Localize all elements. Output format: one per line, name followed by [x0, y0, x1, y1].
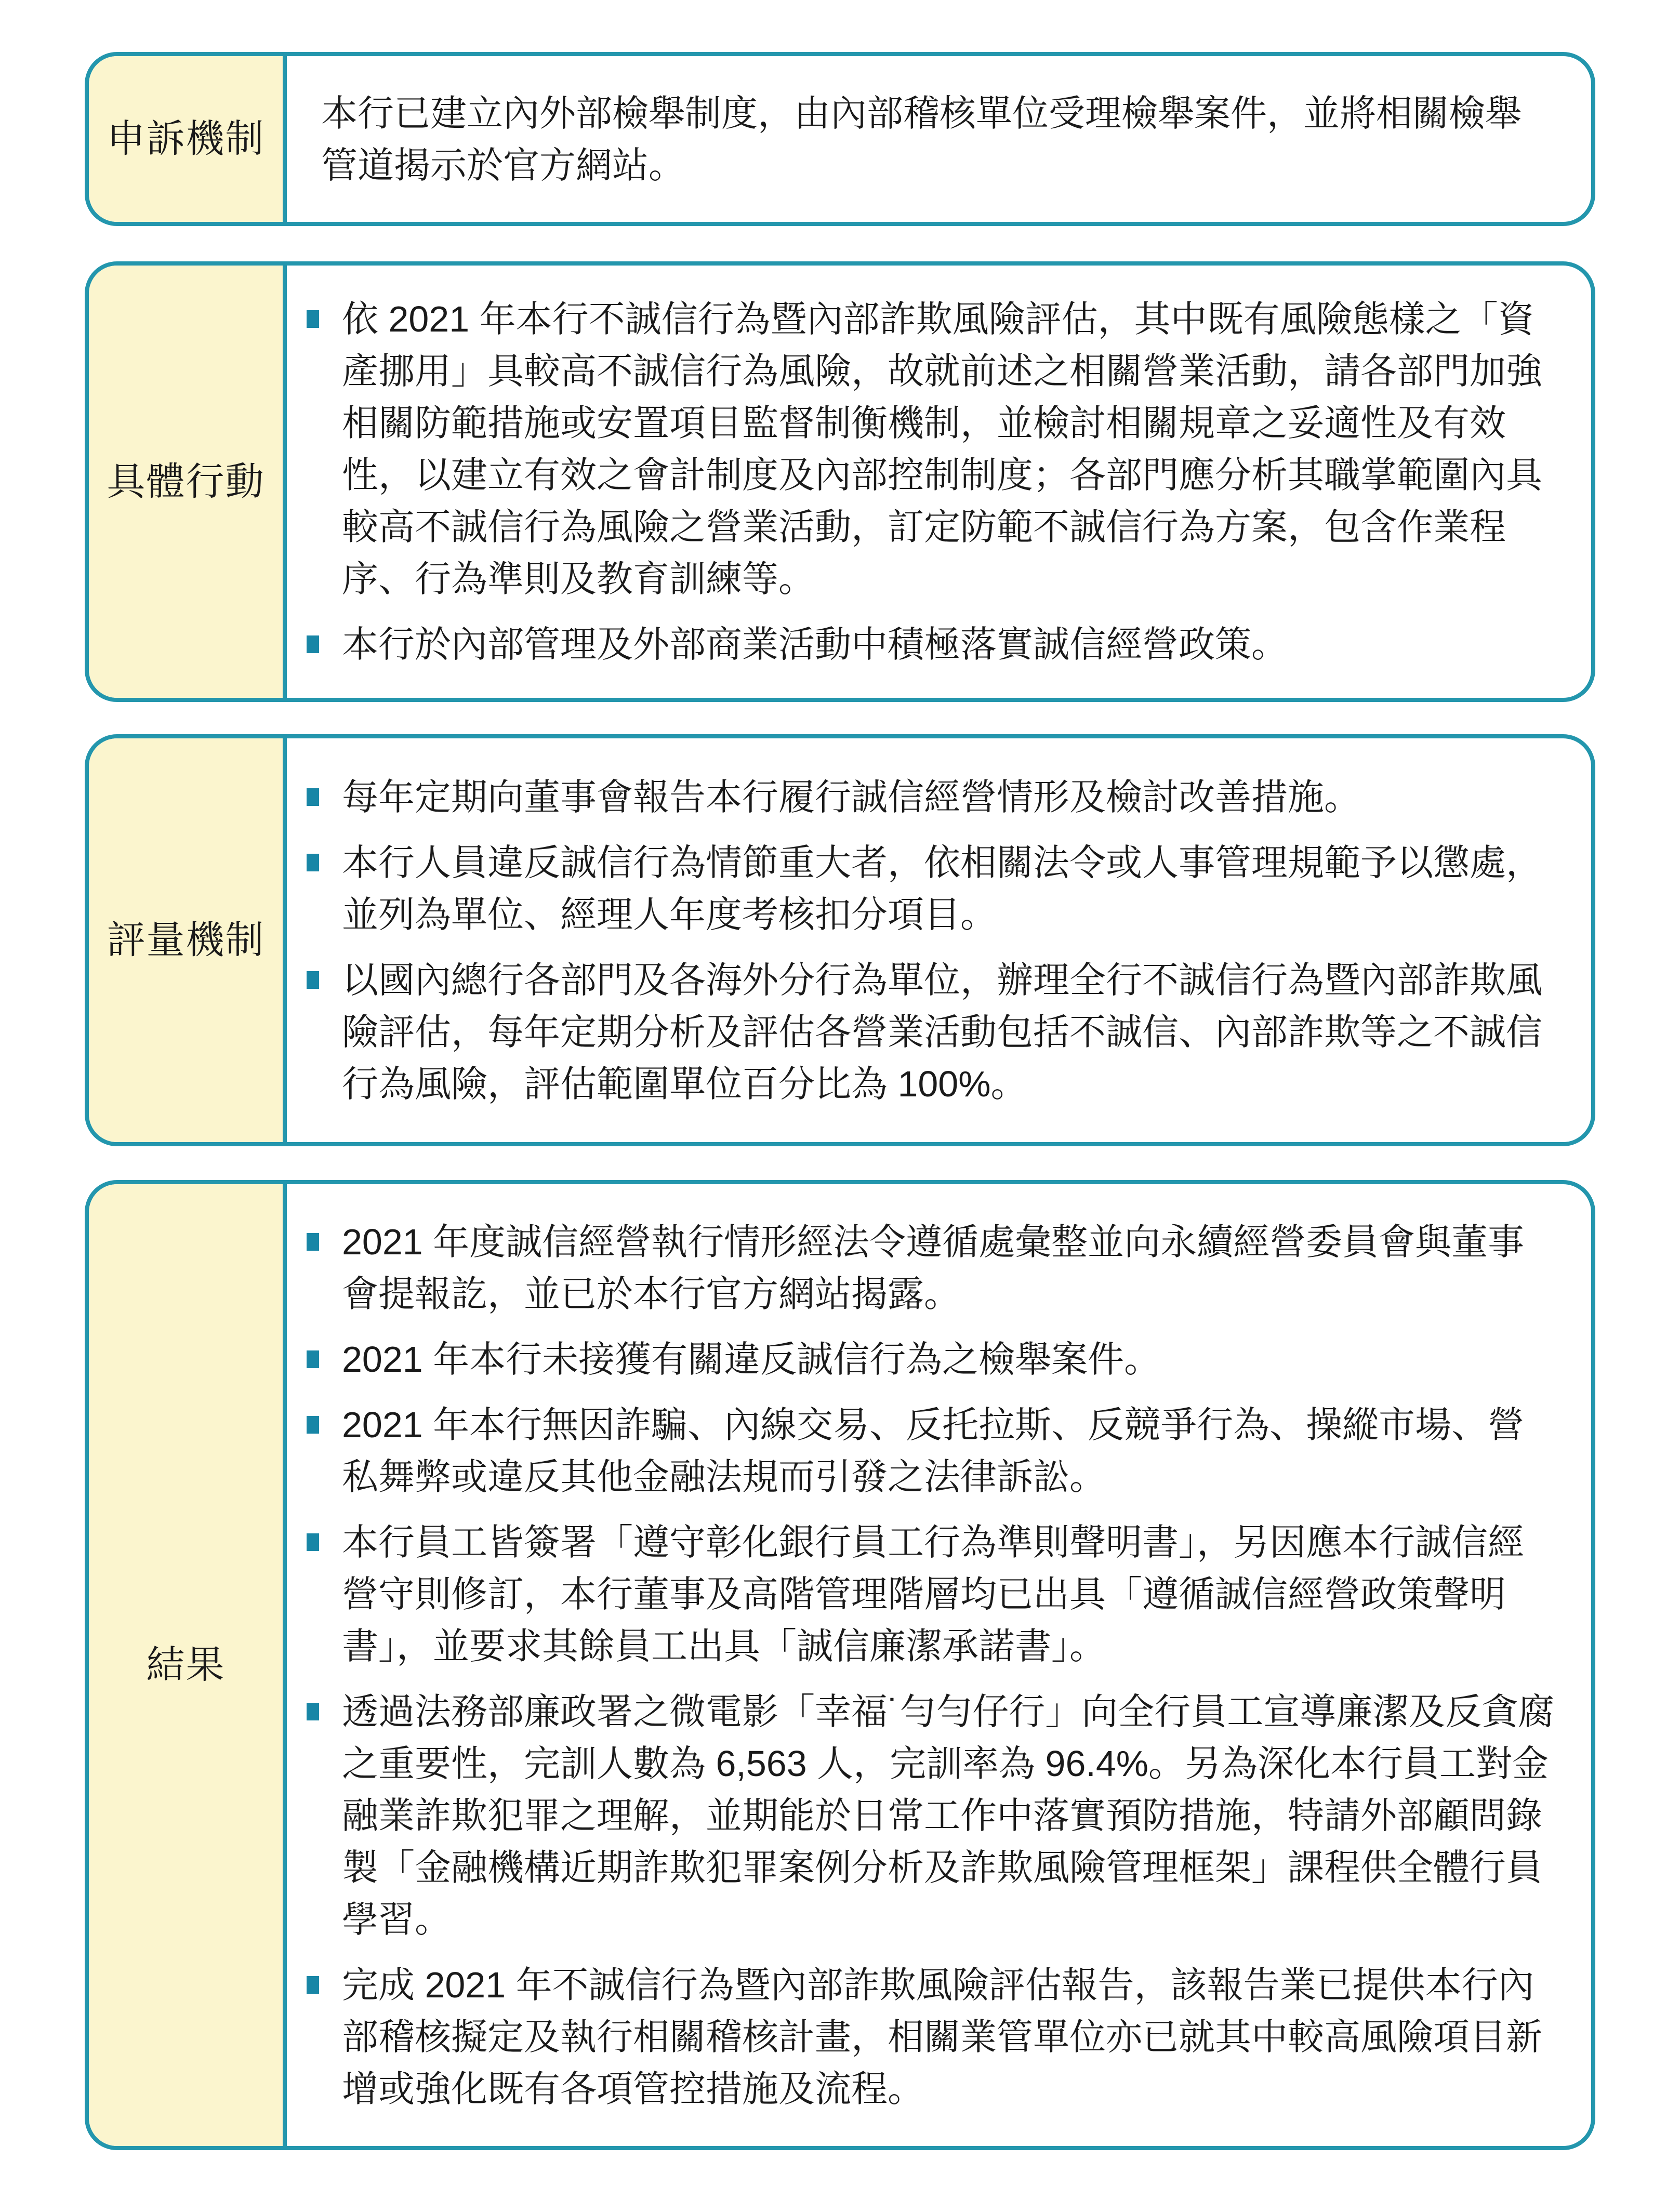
- list-item: [307, 771, 1555, 823]
- bullet-square-icon: [307, 854, 319, 871]
- section-evaluation-mechanism: [85, 734, 1595, 1146]
- bullet-square-icon: [307, 1533, 319, 1551]
- section-label: 具體行動: [89, 266, 287, 698]
- bullet-square-icon: [307, 1976, 319, 1994]
- item-text: 本行已建立內外部檢舉制度，由內部稽核單位受理檢舉案件，並將相關檢舉管道揭示於官方網站。: [321, 92, 1522, 186]
- list-item: [307, 1516, 1555, 1672]
- bullet-square-icon: [307, 1703, 319, 1720]
- list-item: [307, 1959, 1555, 2115]
- list-item: [307, 954, 1555, 1110]
- list-item: [307, 1216, 1555, 1320]
- bullet-square-icon: [307, 1416, 319, 1434]
- item-text: 透過法務部廉政署之微電影「幸福˙勻勻仔行」向全行員工宣導廉潔及反貪腐之重要性，完訓人數為 6,563 人，完訓率為 96.4%。另為深化本行員工對金融業詐欺犯罪之理解，並期能於日常工作中落實預防措施，特請外部顧問錄製「金融機構近期詐欺犯罪案例分析及詐欺風險管理框架」課程供全體行員學習。: [342, 1691, 1555, 1940]
- section-content: [287, 56, 1591, 222]
- section-content: [287, 266, 1591, 698]
- section-content: [287, 1184, 1591, 2146]
- list-item: [307, 618, 1555, 670]
- section-results: [85, 1180, 1595, 2150]
- list-item: [307, 1333, 1555, 1385]
- section-content: [287, 738, 1591, 1142]
- item-text: 依 2021 年本行不誠信行為暨內部詐欺風險評估，其中既有風險態樣之「資產挪用」具較高不誠信行為風險，故就前述之相關營業活動，請各部門加強相關防範措施或安置項目監督制衡機制，並檢討相關規章之妥適性及有效性，以建立有效之會計制度及內部控制制度；各部門應分析其職掌範圍內具較高不誠信行為風險之營業活動，訂定防範不誠信行為方案，包含作業程序、行為準則及教育訓練等。: [342, 299, 1542, 599]
- list-item: [307, 1686, 1555, 1945]
- item-text: 本行人員違反誠信行為情節重大者，依相關法令或人事管理規範予以懲處，並列為單位、經理人年度考核扣分項目。: [342, 842, 1542, 935]
- section-complaint-mechanism: [85, 52, 1595, 226]
- section-label: 評量機制: [89, 738, 287, 1142]
- bullet-square-icon: [307, 310, 319, 328]
- bullet-square-icon: [307, 788, 319, 806]
- list-item: [307, 1399, 1555, 1503]
- section-label: 結果: [89, 1184, 287, 2146]
- list-item: [307, 87, 1555, 191]
- item-text: 完成 2021 年不誠信行為暨內部詐欺風險評估報告，該報告業已提供本行內部稽核擬定及執行相關稽核計畫，相關業管單位亦已就其中較高風險項目新增或強化既有各項管控措施及流程。: [342, 1964, 1542, 2109]
- list-item: [307, 293, 1555, 605]
- item-text: 以國內總行各部門及各海外分行為單位，辦理全行不誠信行為暨內部詐欺風險評估，每年定期分析及評估各營業活動包括不誠信、內部詐欺等之不誠信行為風險，評估範圍單位百分比為 100%。: [342, 959, 1542, 1104]
- bullet-square-icon: [307, 635, 319, 653]
- item-text: 本行員工皆簽署「遵守彰化銀行員工行為準則聲明書」，另因應本行誠信經營守則修訂，本行董事及高階管理階層均已出具「遵循誠信經營政策聲明書」，並要求其餘員工出具「誠信廉潔承諾書」。: [342, 1521, 1524, 1666]
- item-text: 本行於內部管理及外部商業活動中積極落實誠信經營政策。: [342, 624, 1288, 665]
- section-concrete-actions: [85, 261, 1595, 702]
- bullet-square-icon: [307, 971, 319, 989]
- section-label: 申訴機制: [89, 56, 287, 222]
- item-text: 2021 年度誠信經營執行情形經法令遵循處彙整並向永續經營委員會與董事會提報訖，並已於本行官方網站揭露。: [342, 1221, 1525, 1314]
- item-text: 2021 年本行無因詐騙、內線交易、反托拉斯、反競爭行為、操縱市場、營私舞弊或違反其他金融法規而引發之法律訴訟。: [342, 1404, 1525, 1497]
- item-text: 每年定期向董事會報告本行履行誠信經營情形及檢討改善措施。: [342, 776, 1360, 817]
- list-item: [307, 837, 1555, 940]
- bullet-square-icon: [307, 1233, 319, 1251]
- bullet-square-icon: [307, 1350, 319, 1368]
- item-text: 2021 年本行未接獲有關違反誠信行為之檢舉案件。: [342, 1339, 1161, 1380]
